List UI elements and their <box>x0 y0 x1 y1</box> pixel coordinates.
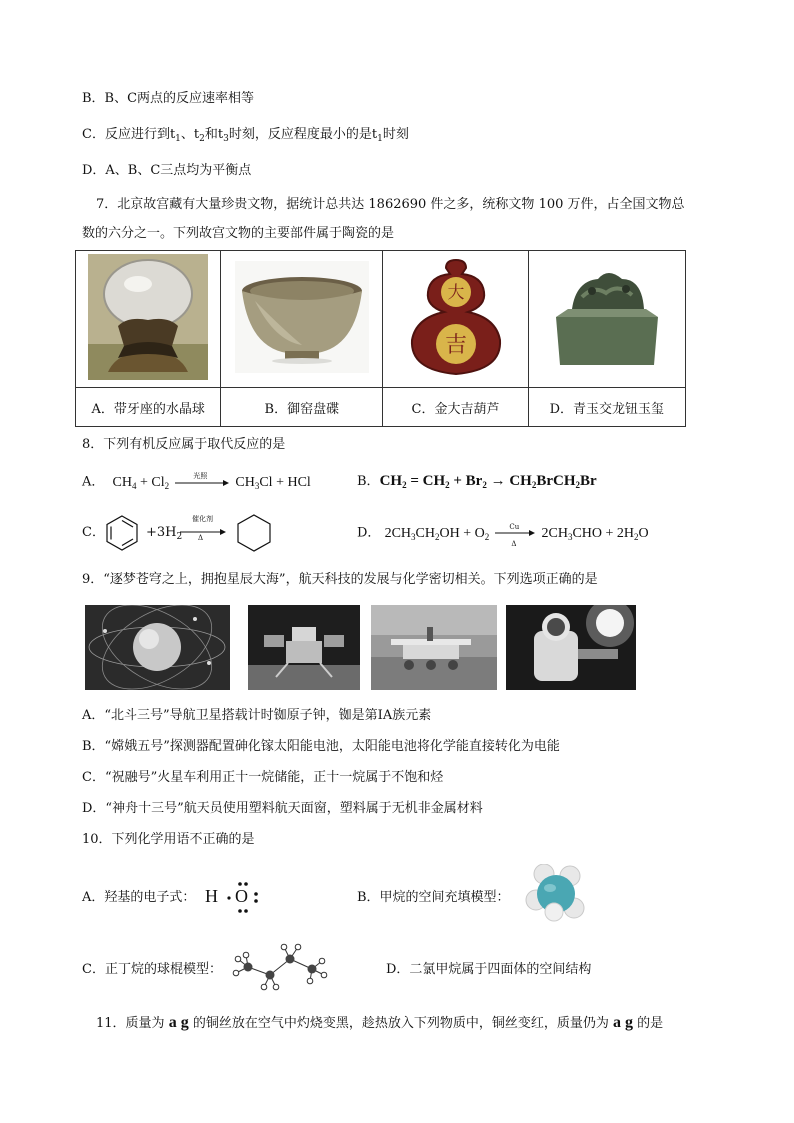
q10-stem: 10．下列化学用语不正确的是 <box>82 832 255 847</box>
hydroxyl-electron-formula: H O <box>205 880 265 914</box>
q9-option-d: D．“神舟十三号”航天员使用塑料航天面窗，塑料属于无机非金属材料 <box>82 801 483 816</box>
kiln-bowl-image-cell <box>221 251 383 388</box>
gourd-image <box>396 254 516 380</box>
q10-option-c: C．正丁烷的球棍模型： <box>82 962 222 977</box>
q7-relics-table <box>75 250 686 427</box>
butane-ball-stick-model <box>232 941 328 993</box>
shenzhou13-astronaut-photo <box>506 605 636 690</box>
gourd-char-da: 大 <box>447 283 465 303</box>
benzene-structure-icon <box>102 513 142 553</box>
cyclohexane-structure-icon <box>233 512 275 554</box>
jade-seal-image-cell <box>528 251 685 388</box>
gourd-image-cell <box>383 251 528 388</box>
q7-stem-line2: 数的六分之一。下列故宫文物的主要部件属于陶瓷的是 <box>82 226 395 241</box>
q8-option-d: D． $2CH_3CH_2OH + O_2$ Cu Δ $2CH_3CHO + 2H_2O$ <box>357 524 649 546</box>
q7-option-c: C．金大吉葫芦 <box>383 388 528 427</box>
q8-d-arrow <box>493 523 537 548</box>
q8-option-b: B．$CH_2 = CH_2 + Br_2$ → $CH_2BrCH_2Br$ <box>357 473 597 490</box>
q7-stem-line1: 7．北京故宫藏有大量珍贵文物，据统计总共达 1862690 件之多，统称文物 100 万件，占全国文物总 <box>96 197 685 212</box>
q9-option-c: C．“祝融号”火星车利用正十一烷储能，正十一烷属于不饱和烃 <box>82 770 444 785</box>
methane-space-filling-model <box>524 864 588 922</box>
q8-c-cond-bottom: Δ <box>198 534 204 542</box>
q10-option-a: A．羟基的电子式： <box>82 890 196 905</box>
q7-option-d: D．青玉交龙钮玉玺 <box>528 388 685 427</box>
q6-option-b: B．B、C两点的反应速率相等 <box>82 91 255 106</box>
q9-stem: 9．“逐梦苍穹之上，拥抱星辰大海”，航天科技的发展与化学密切相关。下列选项正确的是 <box>82 572 598 587</box>
q10-option-d: D．二氯甲烷属于四面体的空间结构 <box>386 962 592 977</box>
change5-probe-photo <box>248 605 360 690</box>
kiln-bowl-image <box>235 261 369 373</box>
q8-a-arrow <box>173 473 231 491</box>
q8-d-cond-top: Cu <box>509 523 520 531</box>
gourd-char-ji: 吉 <box>444 333 467 358</box>
q8-d-cond-bottom: Δ <box>511 540 517 548</box>
q8-stem: 8．下列有机反应属于取代反应的是 <box>82 437 286 452</box>
q8-option-a: A． $CH_4 + Cl_2$ 光照 $CH_3Cl$ + HCl <box>82 473 311 495</box>
crystal-ball-image-cell <box>76 251 221 388</box>
q8-option-c: C． <box>82 525 105 540</box>
q9-option-b: B．“嫦娥五号”探测器配置砷化镓太阳能电池，太阳能电池将化学能直接转化为电能 <box>82 739 560 754</box>
crystal-ball-image <box>88 254 208 380</box>
zhurong-rover-photo <box>371 605 497 690</box>
q7-option-b: B．御窑盘碟 <box>221 388 383 427</box>
q9-option-a: A．“北斗三号”导航卫星搭载计时铷原子钟，铷是第ⅠA族元素 <box>82 708 432 723</box>
q10-option-b: B．甲烷的空间充填模型： <box>357 890 510 905</box>
q8-a-condition: 光照 <box>193 472 208 480</box>
q8-c-cond-top: 催化剂 <box>192 515 213 523</box>
jade-seal-image <box>542 257 672 377</box>
q6-option-d: D．A、B、C三点均为平衡点 <box>82 163 252 178</box>
q6-option-c: C．反应进行到$t_1$、$t_2$和$t_3$时刻，反应程度最小的是$t_1$时刻 <box>82 127 409 144</box>
q7-option-a: A．带牙座的水晶球 <box>76 388 221 427</box>
q8-c-reagent: $+3H_2$ <box>146 525 183 542</box>
q8-c-arrow <box>178 517 228 547</box>
q11-stem: 11．质量为 a g 的铜丝放在空气中灼烧变黑，趁热放入下列物质中，铜丝变红，质量仍为 a g 的是 <box>96 1014 664 1031</box>
beidou-satellite-photo <box>85 605 230 690</box>
